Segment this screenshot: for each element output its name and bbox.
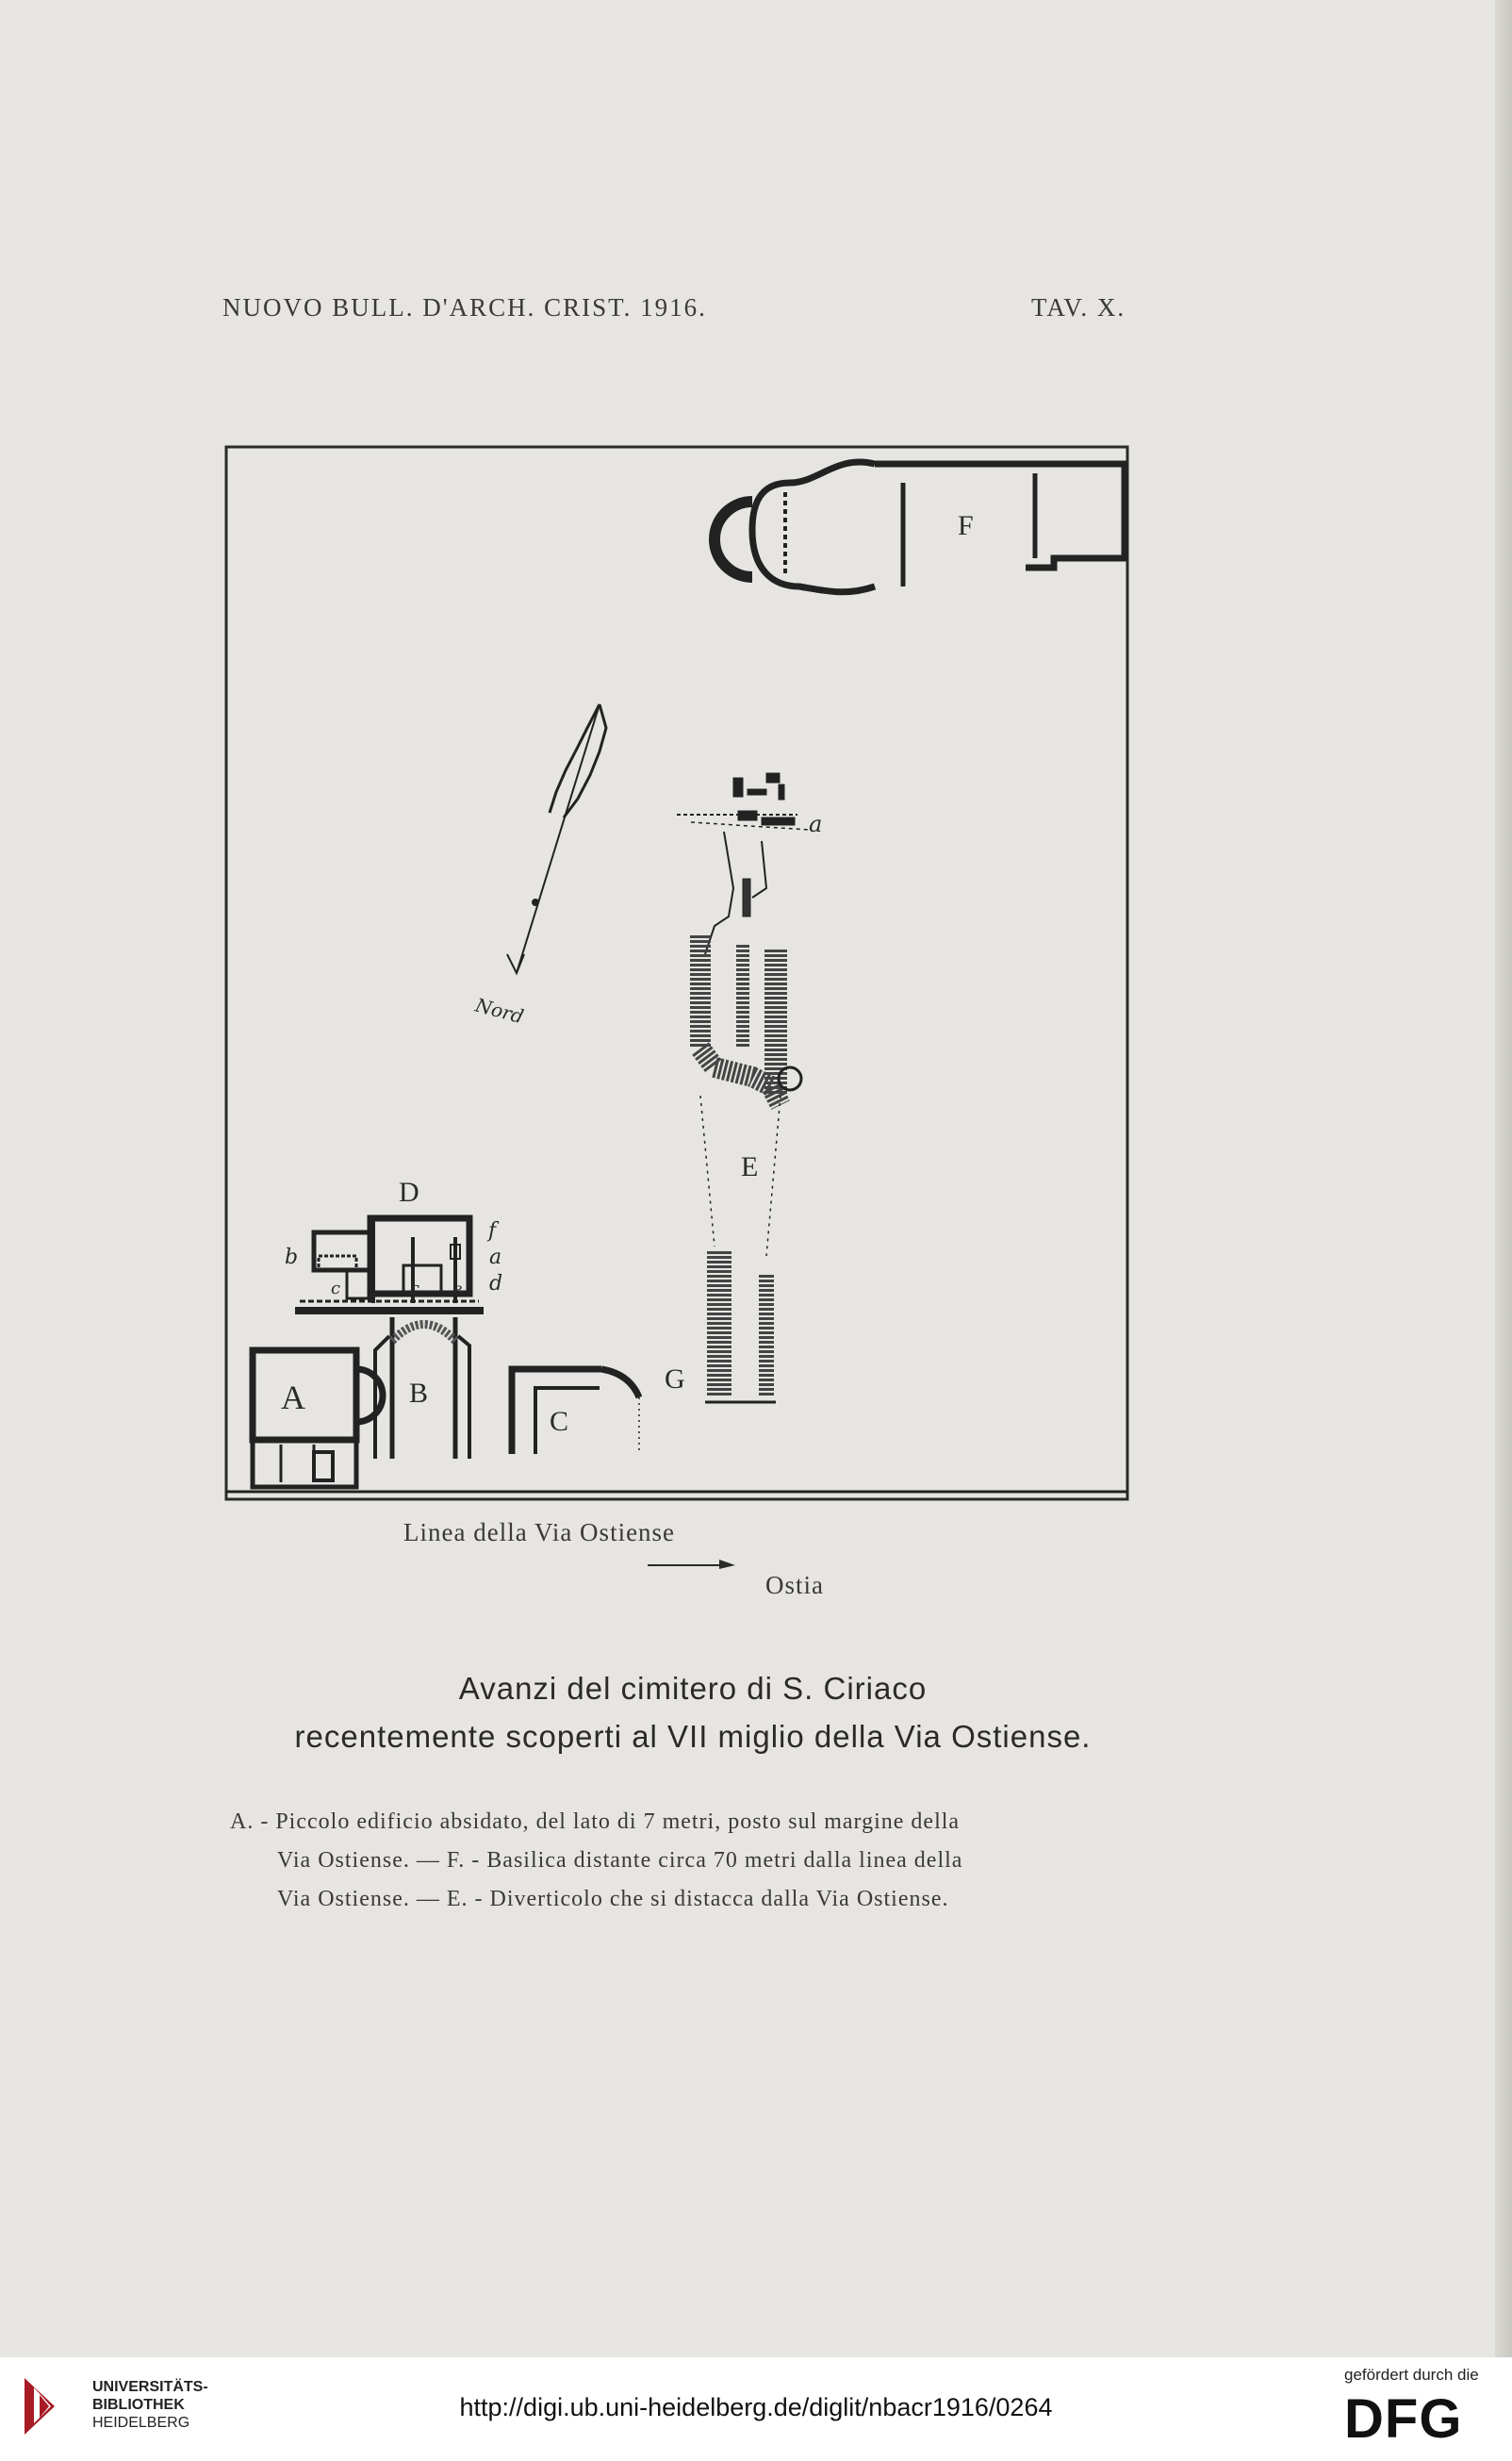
library-line-3: HEIDELBERG — [92, 2415, 190, 2431]
library-line-1: UNIVERSITÄTS- — [92, 2379, 208, 2395]
label-f-small: f — [488, 1219, 497, 1243]
structure-c — [512, 1369, 639, 1454]
plate-number: TAV. X. — [1031, 293, 1126, 322]
label-e-small: e — [453, 1280, 463, 1297]
label-a-mid: a — [489, 1246, 502, 1269]
label-e: E — [741, 1151, 759, 1182]
direction-arrow — [646, 1556, 740, 1575]
label-d: D — [399, 1177, 419, 1208]
label-c-2: c — [410, 1279, 420, 1298]
label-f: F — [958, 510, 974, 541]
north-arrow — [507, 704, 606, 973]
cross-structure — [677, 773, 809, 830]
label-a: A — [281, 1379, 305, 1416]
caption-line-2: recentemente scoperti al VII miglio della Via Ostiense. — [294, 1719, 1092, 1754]
basilica-f — [715, 462, 1125, 592]
legend — [230, 1803, 1144, 1919]
label-d-small: d — [489, 1272, 503, 1296]
legend-line-2: Via Ostiense. — F. - Basilica distante circa 70 metri dalla linea della — [277, 1848, 963, 1873]
site-plan — [224, 445, 1129, 1501]
page-edge — [1495, 0, 1512, 2357]
label-b: B — [409, 1378, 429, 1409]
label-c-1: c — [331, 1279, 341, 1298]
building-a — [253, 1350, 383, 1487]
source-url-link[interactable]: http://digi.ub.uni-heidelberg.de/diglit/nbacr1916/0264 — [459, 2393, 1053, 2421]
dfg-logo: DFG — [1344, 2388, 1463, 2450]
label-c: C — [550, 1406, 569, 1437]
library-line-2: BIBLIOTHEK — [92, 2397, 185, 2413]
road-label: Linea della Via Ostiense — [403, 1518, 676, 1546]
caption-line-1: Avanzi del cimitero di S. Ciriaco — [458, 1671, 928, 1706]
funder-caption: gefördert durch die — [1344, 2366, 1479, 2384]
corridor-e — [700, 832, 801, 1402]
plan-frame — [226, 447, 1127, 1499]
direction-label: Ostia — [765, 1571, 824, 1599]
label-nord: Nord — [472, 993, 527, 1029]
label-b-small: b — [285, 1246, 299, 1269]
label-g: G — [665, 1363, 685, 1395]
legend-line-1: A. - Piccolo edificio absidato, del lato di 7 metri, posto sul margine della — [230, 1809, 961, 1834]
legend-line-3: Via Ostiense. — E. - Diverticolo che si distacca dalla Via Ostiense. — [277, 1887, 949, 1911]
running-header: NUOVO BULL. D'ARCH. CRIST. 1916. — [222, 293, 707, 322]
label-a-top: a — [809, 811, 823, 837]
